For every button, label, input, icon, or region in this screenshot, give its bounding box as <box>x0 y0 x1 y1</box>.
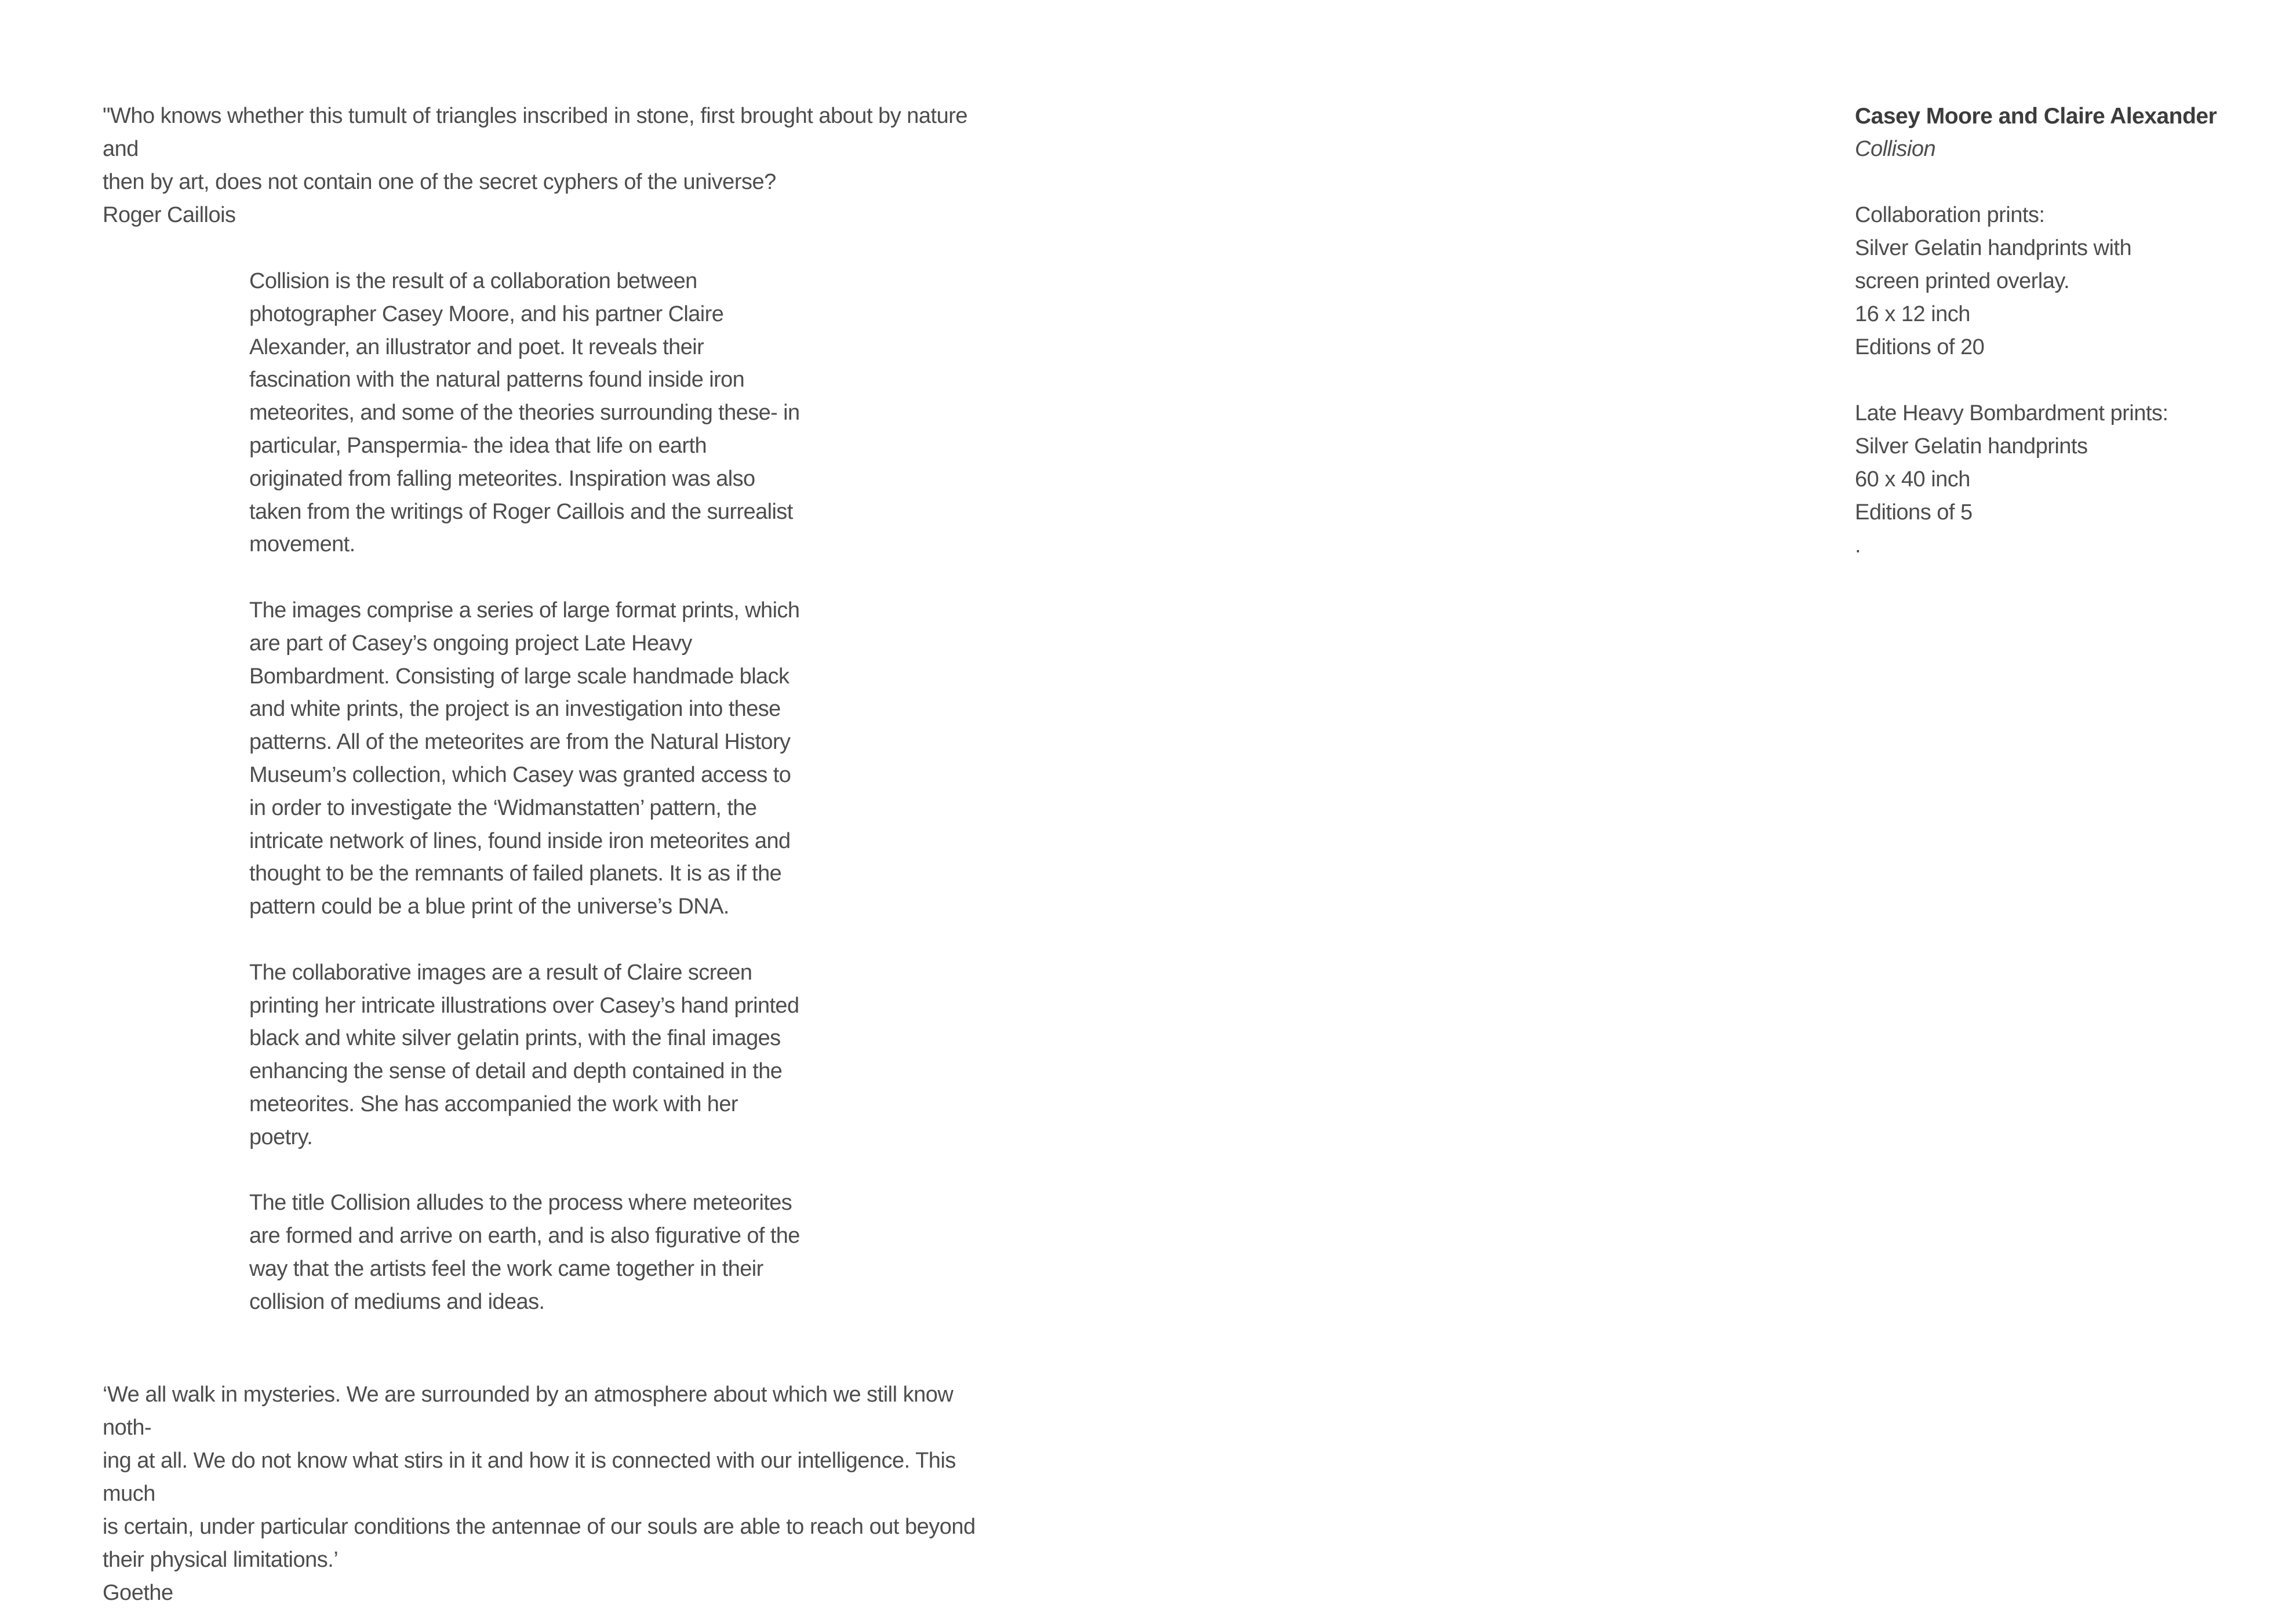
essay-paragraph: The images comprise a series of large format prints, which are part of Casey’s ongoing project Late Heavy Bombardment. Consisting of large scale handmade black and white prints, the project is an investigation into these patterns. All of the meteorites are from the Natural History Museum’s collection, which Casey was granted access to in order to investigate the ‘Widmanstatten’ pattern, the intricate network of lines, found inside iron meteorites and thought to be the remnants of failed planets. It is as if the pattern could be a blue print of the universe’s DNA. <box>249 598 800 919</box>
closing-quote-author: Goethe <box>103 1581 173 1605</box>
closing-quote-line: ‘We all walk in mysteries. We are surrounded by an atmosphere about which we still know noth- <box>103 1382 954 1440</box>
collaboration-prints-detail: Silver Gelatin handprints with <box>1855 236 2132 260</box>
collaboration-prints-detail: screen printed overlay. <box>1855 269 2070 293</box>
closing-quote-line: their physical limitations.’ <box>103 1548 339 1572</box>
collaboration-prints-heading: Collaboration prints: <box>1855 203 2045 227</box>
lhb-prints-block <box>1855 397 2272 562</box>
artwork-details <box>1855 100 2272 562</box>
lhb-prints-detail: . <box>1855 533 1861 558</box>
opening-quote <box>103 100 1007 232</box>
lhb-prints-heading: Late Heavy Bombardment prints: <box>1855 401 2168 425</box>
closing-quote-line: is certain, under particular conditions the antennae of our souls are able to reach out beyond <box>103 1515 976 1539</box>
essay-body <box>249 265 800 1351</box>
lhb-prints-detail: Editions of 5 <box>1855 500 1973 525</box>
opening-quote-line: "Who knows whether this tumult of triangles inscribed in stone, first brought about by nature and <box>103 104 967 161</box>
closing-quote <box>103 1378 1007 1610</box>
closing-quote-line: ing at all. We do not know what stirs in it and how it is connected with our intelligence. This much <box>103 1449 956 1506</box>
opening-quote-author: Roger Caillois <box>103 203 236 227</box>
collaboration-prints-block <box>1855 199 2272 364</box>
opening-quote-line: then by art, does not contain one of the secret cyphers of the universe? <box>103 170 776 194</box>
essay-paragraph: The collaborative images are a result of Claire screen printing her intricate illustrations over Casey’s hand printed black and white silver gelatin prints, with the final images enhancing the sense of detail and depth contained in the meteorites. She has accompanied the work with her poetry. <box>249 960 799 1149</box>
work-title: Collision <box>1855 137 1936 161</box>
collaboration-prints-detail: Editions of 20 <box>1855 335 1985 359</box>
artist-credit: Casey Moore and Claire Alexander <box>1855 104 2217 129</box>
collaboration-prints-detail: 16 x 12 inch <box>1855 302 1970 326</box>
lhb-prints-detail: Silver Gelatin handprints <box>1855 434 2088 458</box>
essay-paragraph: Collision is the result of a collaboration between photographer Casey Moore, and his partner Claire Alexander, an illustrator and poet. It reveals their fascination with the natural patterns found inside iron meteorites, and some of the theories surrounding these- in particular, Panspermia- the idea that life on earth originated from falling meteorites. Inspiration was also taken from the writings of Roger Caillois and the surrealist movement. <box>249 269 800 557</box>
lhb-prints-detail: 60 x 40 inch <box>1855 467 1970 492</box>
essay-paragraph: The title Collision alludes to the process where meteorites are formed and arrive on earth, and is also figurative of the way that the artists feel the work came together in their collision of mediums and ideas. <box>249 1191 800 1314</box>
